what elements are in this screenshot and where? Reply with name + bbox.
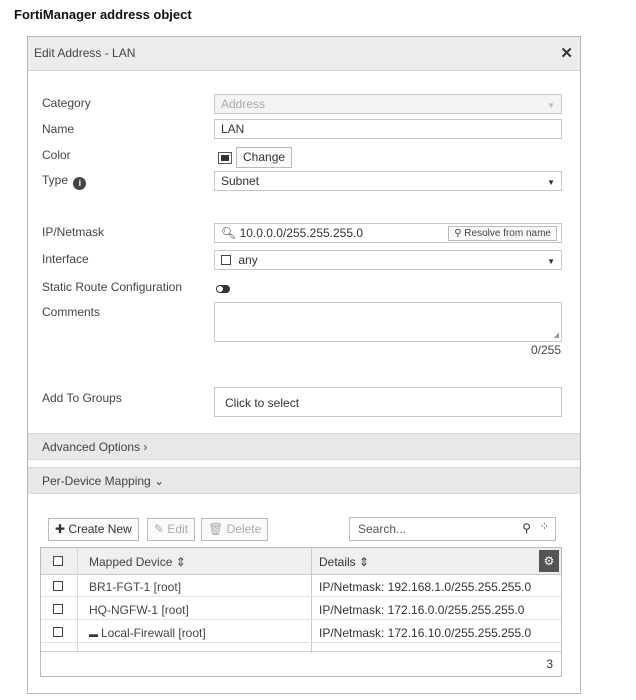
comments-label: Comments: [42, 305, 101, 319]
row-details: IP/Netmask: 172.16.0.0/255.255.255.0: [319, 603, 525, 617]
resolve-label: Resolve from name: [464, 228, 551, 239]
ipnetmask-value: 10.0.0.0/255.255.255.0: [239, 226, 364, 240]
advanced-options-label: Advanced Options: [42, 440, 141, 454]
mapping-table: [40, 547, 562, 677]
type-label: Type: [42, 173, 69, 187]
search-icon: ⚲: [454, 228, 462, 239]
type-select[interactable]: [214, 171, 562, 191]
chevron-down-icon: ▼: [547, 178, 555, 187]
info-icon[interactable]: i: [73, 177, 86, 190]
name-label: Name: [42, 122, 75, 136]
row-device: Local-Firewall [root]: [101, 626, 206, 640]
chevron-down-icon: ⌄: [154, 474, 165, 488]
column-header-device-label: Mapped Device: [89, 555, 173, 569]
row-checkbox[interactable]: [53, 627, 63, 637]
category-value: Address: [221, 97, 266, 111]
type-value: Subnet: [221, 174, 260, 188]
delete-label: Delete: [226, 522, 262, 536]
close-icon[interactable]: ✕: [560, 45, 573, 62]
name-value: LAN: [221, 122, 245, 136]
select-all-checkbox[interactable]: [53, 556, 63, 566]
interface-label: Interface: [42, 252, 89, 266]
row-checkbox[interactable]: [53, 581, 63, 591]
resize-grip-icon[interactable]: ◢: [553, 332, 559, 339]
per-device-mapping-section[interactable]: [28, 467, 580, 494]
sort-icon: ⇕: [175, 555, 186, 569]
edit-address-dialog: [27, 36, 581, 694]
add-to-groups-field[interactable]: Click to select: [214, 387, 562, 417]
category-label: Category: [42, 96, 91, 110]
table-row[interactable]: [41, 622, 561, 643]
edit-icon: ✎: [154, 522, 165, 536]
dialog-header: [28, 37, 580, 71]
change-color-button[interactable]: Change: [236, 147, 292, 168]
create-new-label: Create New: [68, 522, 132, 536]
row-device: HQ-NGFW-1 [root]: [89, 603, 189, 617]
column-header-details[interactable]: [319, 555, 369, 569]
per-device-mapping-label: Per-Device Mapping: [42, 474, 151, 488]
search-placeholder: Search...: [358, 522, 407, 536]
row-checkbox[interactable]: [53, 604, 63, 614]
comments-char-count: 0/255: [530, 343, 561, 357]
sort-icon: ⇕: [359, 555, 370, 569]
edit-label: Edit: [167, 522, 189, 536]
advanced-options-section[interactable]: [28, 433, 580, 460]
ipnetmask-label: IP/Netmask: [42, 225, 105, 239]
chevron-down-icon: ▼: [547, 257, 555, 266]
color-label: Color: [42, 148, 71, 162]
column-header-device[interactable]: [89, 555, 186, 569]
static-route-toggle[interactable]: [216, 285, 230, 293]
dialog-title: Edit Address - LAN: [34, 46, 136, 60]
name-field[interactable]: [214, 119, 562, 139]
trash-icon: 🗑︎: [208, 522, 224, 536]
gear-icon[interactable]: ⚙: [539, 550, 559, 572]
add-to-groups-label: Add To Groups: [42, 391, 122, 405]
category-select: [214, 94, 562, 114]
interface-select[interactable]: [214, 250, 562, 270]
ipnetmask-field[interactable]: [214, 223, 562, 243]
table-row[interactable]: [41, 576, 561, 597]
chevron-down-icon: ▼: [547, 101, 555, 110]
chevron-right-icon: ›: [143, 440, 148, 454]
column-header-details-label: Details: [319, 555, 356, 569]
table-row[interactable]: [41, 599, 561, 620]
table-search-input[interactable]: [349, 517, 556, 541]
delete-button[interactable]: [201, 518, 268, 541]
interface-value: any: [238, 253, 258, 267]
resolve-from-name-button[interactable]: [448, 226, 557, 241]
more-options-icon[interactable]: ⁘: [539, 521, 549, 533]
type-label-wrap: [42, 173, 86, 190]
row-device: BR1-FGT-1 [root]: [89, 580, 182, 594]
row-details: IP/Netmask: 192.168.1.0/255.255.255.0: [319, 580, 532, 594]
search-icon[interactable]: ⚲: [522, 521, 531, 535]
row-device-wrap: [89, 626, 206, 640]
search-icon: 🔍︎: [221, 226, 237, 240]
static-route-label: Static Route Configuration: [42, 280, 183, 294]
edit-button[interactable]: [147, 518, 195, 541]
row-details: IP/Netmask: 172.16.10.0/255.255.255.0: [319, 626, 532, 640]
table-footer: [41, 651, 561, 676]
table-header: [41, 548, 561, 575]
device-icon: ▬: [89, 629, 98, 639]
row-count: 3: [546, 657, 553, 671]
color-swatch-icon: [218, 152, 232, 164]
comments-textarea[interactable]: [214, 302, 562, 342]
create-new-button[interactable]: [48, 518, 139, 541]
page-heading: FortiManager address object: [14, 7, 192, 22]
plus-icon: ✚: [55, 522, 66, 536]
interface-checkbox: [221, 255, 231, 265]
